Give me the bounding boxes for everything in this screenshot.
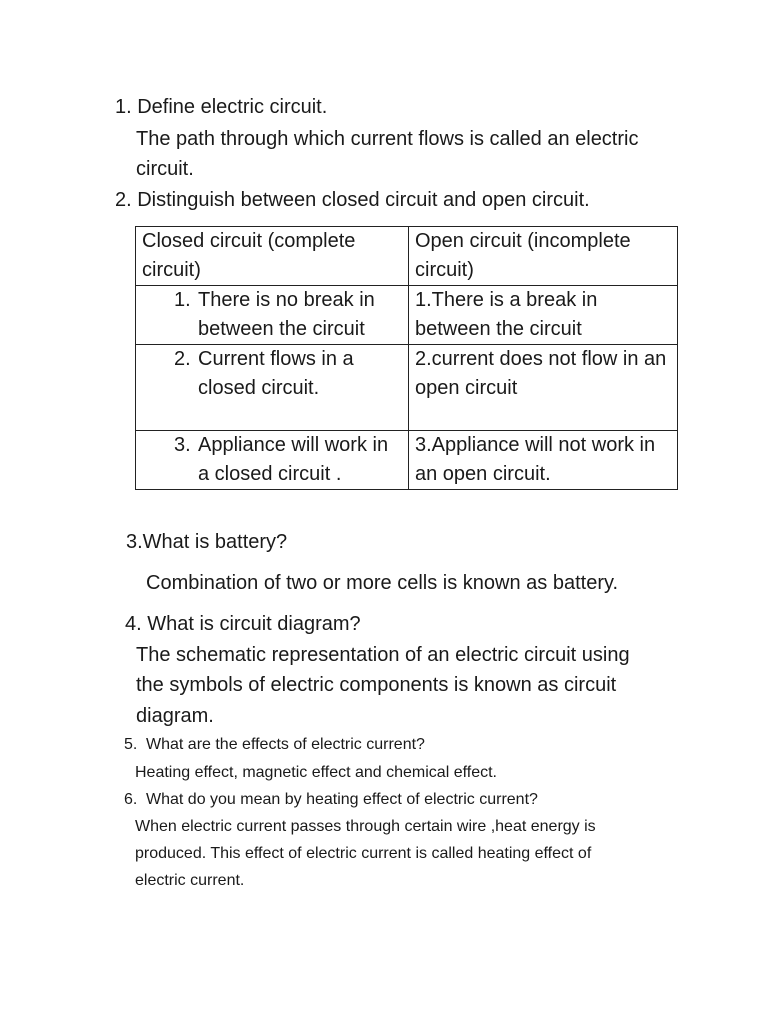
closed-text: Current flows in a closed circuit.	[198, 348, 354, 399]
open-cell-1: 1.There is a break in between the circuit	[409, 286, 678, 345]
table-row	[136, 286, 678, 345]
closed-cell-1	[136, 286, 409, 345]
answer-4-line-2: the symbols of electric components is known as circuit	[136, 674, 617, 696]
closed-text: Appliance will work in a closed circuit .	[198, 434, 389, 485]
answer-1-line-2: circuit.	[136, 158, 194, 180]
answer-4-line-1: The schematic representation of an electric circuit using	[136, 644, 630, 666]
question-3: 3.What is battery?	[126, 531, 288, 553]
header-open-circuit: Open circuit (incomplete circuit)	[409, 227, 678, 286]
open-cell-2: 2.current does not flow in an open circuit	[409, 345, 678, 431]
table-row	[136, 345, 678, 431]
question-1: 1. Define electric circuit.	[115, 96, 328, 118]
row-number: 3.	[174, 434, 191, 456]
answer-6-line-3: electric current.	[135, 872, 245, 889]
answer-6-line-1: When electric current passes through certain wire ,heat energy is	[135, 818, 596, 835]
header-closed-circuit: Closed circuit (complete circuit)	[136, 227, 409, 286]
answer-3: Combination of two or more cells is known as battery.	[146, 572, 619, 594]
closed-cell-3	[136, 431, 409, 490]
table-header-row	[136, 227, 678, 286]
question-4: 4. What is circuit diagram?	[125, 613, 361, 635]
question-6: What do you mean by heating effect of electric current?	[146, 791, 538, 808]
row-number: 2.	[174, 348, 191, 370]
open-cell-3: 3.Appliance will not work in an open circuit.	[409, 431, 678, 490]
question-6-number: 6.	[124, 791, 138, 808]
question-2: 2. Distinguish between closed circuit and open circuit.	[115, 189, 590, 211]
question-5-number: 5.	[124, 736, 138, 753]
answer-4-line-3: diagram.	[136, 705, 214, 727]
answer-6-line-2: produced. This effect of electric current is called heating effect of	[135, 845, 592, 862]
question-5: What are the effects of electric current?	[146, 736, 425, 753]
table-row	[136, 431, 678, 490]
answer-5: Heating effect, magnetic effect and chemical effect.	[135, 764, 497, 781]
closed-cell-2	[136, 345, 409, 431]
answer-1-line-1: The path through which current flows is called an electric	[136, 128, 639, 150]
closed-text: There is no break in between the circuit	[198, 289, 375, 340]
comparison-table	[135, 226, 678, 490]
row-number: 1.	[174, 289, 191, 311]
